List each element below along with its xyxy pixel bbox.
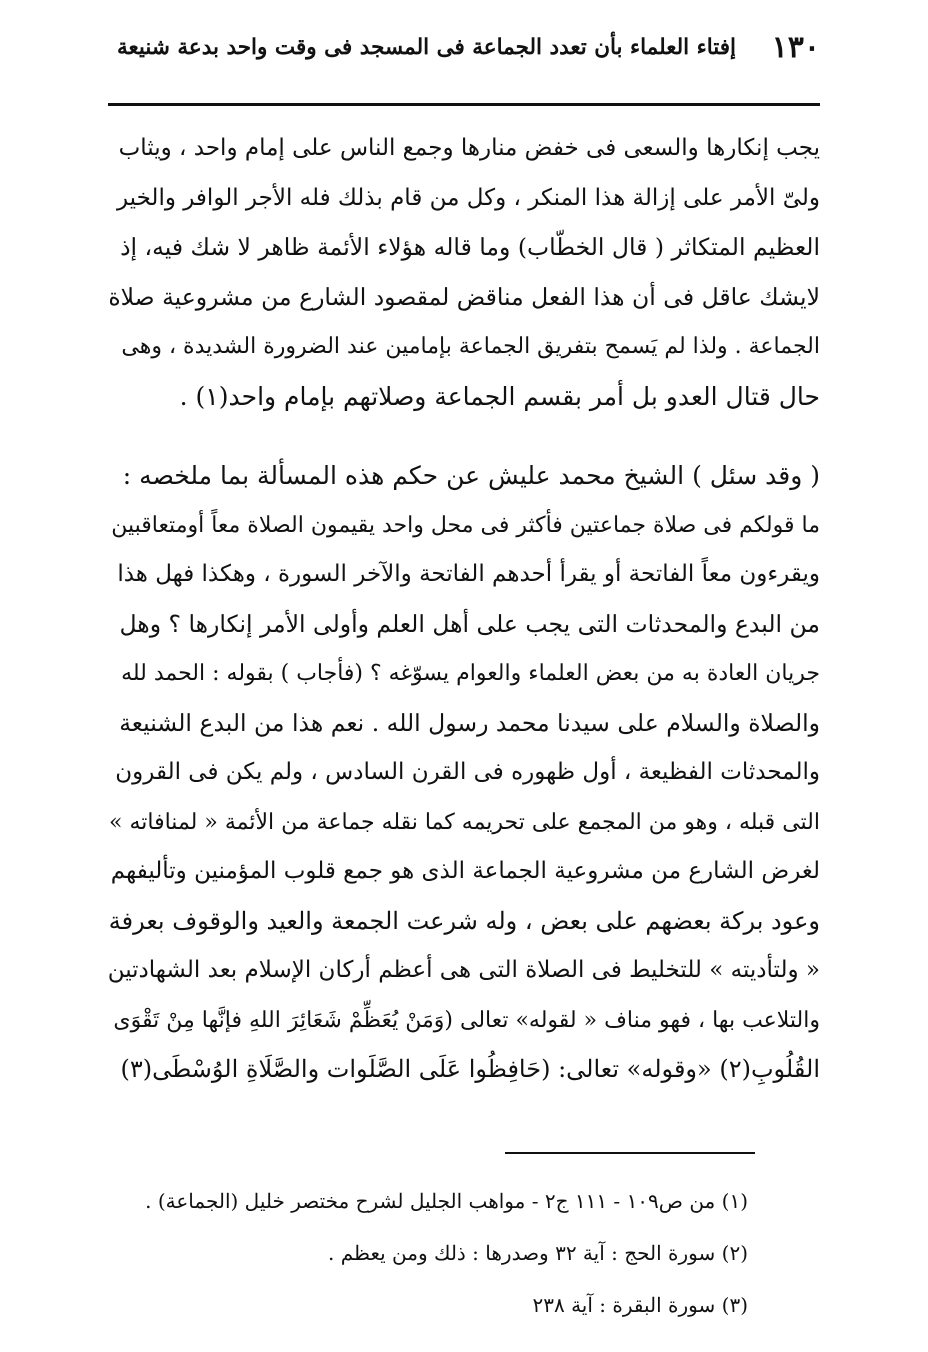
text-line: القُلُوبِ(٢) «وقوله» تعالى: (حَافِظُوا عَلَى الصَّلَوات والصَّلَاةِ الوُسْطَى(٣) — [120, 1055, 820, 1083]
text-line: لايشك عاقل فى أن هذا الفعل مناقض لمقصود الشارع من مشروعية صلاة — [108, 282, 820, 311]
text-line: التى قبله ، وهو من المجمع على تحريمه كما نقله جماعة من الأئمة « لمنافاته » — [109, 809, 820, 835]
text-line: والتلاعب بها ، فهو مناف « لقوله» تعالى (وَمَنْ يُعَظِّمْ شَعَائِرَ اللهِ فإنَّها مِنْ تَقْوَى — [113, 1007, 820, 1033]
paragraph-gap — [108, 421, 820, 451]
footnote-rule — [505, 1152, 755, 1154]
text-line: وعود بركة بعضهم على بعض ، وله شرعت الجمعة والعيد والوقوف بعرفة — [108, 906, 820, 935]
footnotes — [108, 1175, 748, 1331]
text-line: والصلاة والسلام على سيدنا محمد رسول الله . نعم هذا من البدع الشنيعة — [119, 708, 820, 737]
text-line: ويقرءون معاً الفاتحة أو يقرأ أحدهم الفاتحة والآخر السورة ، وهكذا فهل هذا — [117, 561, 820, 587]
header-rule — [108, 103, 820, 106]
text-line: الجماعة . ولذا لم يَسمح بتفريق الجماعة بإمامين عند الضرورة الشديدة ، وهى — [121, 334, 820, 359]
main-text — [108, 124, 820, 1095]
text-line: والمحدثات الفظيعة ، أول ظهوره فى القرن السادس ، ولم يكن فى القرون — [115, 759, 820, 785]
text-line: حال قتال العدو بل أمر بقسم الجماعة وصلاتهم بإمام واحد(١) . — [179, 381, 820, 411]
page-number: ١٣٠ — [771, 30, 820, 65]
text-line: « ولتأديته » للتخليط فى الصلاة التى هى أعظم أركان الإسلام بعد الشهادتين — [108, 957, 820, 983]
text-line: لغرض الشارع من مشروعية الجماعة الذى هو جمع قلوب المؤمنين وتأليفهم — [110, 858, 820, 884]
text-line: من البدع والمحدثات التى يجب على أهل العلم وأولى الأمر إنكارها ؟ وهل — [119, 609, 820, 638]
text-line: ما قولكم فى صلاة جماعتين فأكثر فى محل واحد يقيمون الصلاة معاً أومتعاقبين — [111, 512, 820, 538]
page-header — [108, 20, 820, 80]
text-line: يجب إنكارها والسعى فى خفض منارها وجمع الناس على إمام واحد ، ويثاب — [118, 135, 820, 161]
text-line: جريان العادة به من بعض العلماء والعوام يسوّغه ؟ (فأجاب ) بقوله : الحمد لله — [121, 661, 820, 686]
footnote-1: (١) من ص١٠٩ - ١١١ ج٢ - مواهب الجليل لشرح مختصر خليل (الجماعة) . — [145, 1189, 748, 1213]
footnote-3: (٣) سورة البقرة : آية ٢٣٨ — [532, 1293, 748, 1317]
text-line: ( وقد سئل ) الشيخ محمد عليش عن حكم هذه المسألة بما ملخصه : — [122, 461, 820, 490]
text-line: ولىّ الأمر على إزالة هذا المنكر ، وكل من قام بذلك فله الأجر الوافر والخير — [116, 184, 820, 211]
footnote-2: (٢) سورة الحج : آية ٣٢ وصدرها : ذلك ومن يعظم . — [328, 1241, 748, 1265]
text-line: العظيم المتكاثر ( قال الخطّاب) وما قاله هؤلاء الأئمة ظاهر لا شك فيه، إذ — [120, 233, 820, 261]
running-title: إفتاء العلماء بأن تعدد الجماعة فى المسجد فى وقت واحد بدعة شنيعة — [116, 35, 736, 60]
